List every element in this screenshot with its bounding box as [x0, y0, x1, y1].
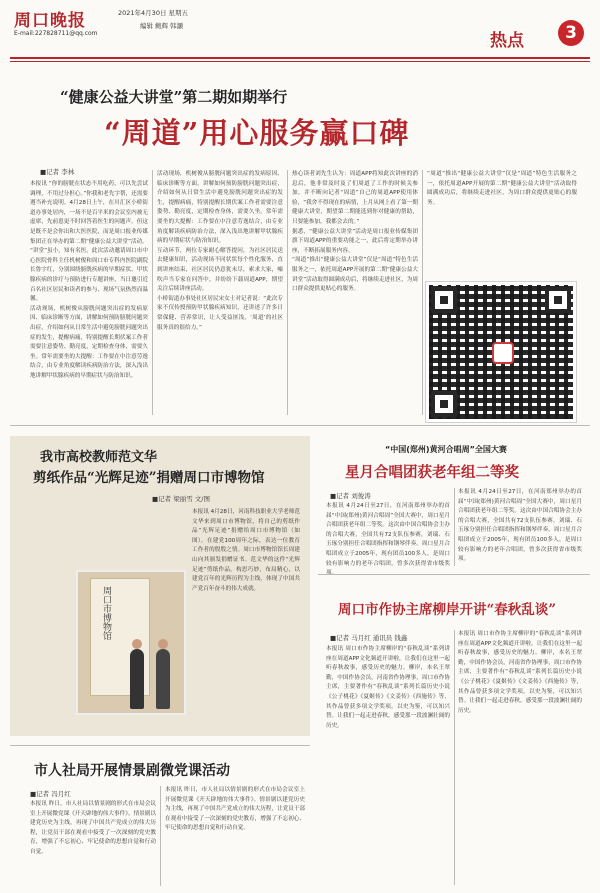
article1-para: “周道”推出“健康公益大讲堂”仅是“周道”特色生活服务之一，依托周道APP开展的第二期“健康公益大讲堂”活动取得圆满成功后，将继续走进社区，为周口群众提供更贴心的服务。 [427, 171, 577, 206]
article1-subtitle: “健康公益大讲堂”第二期如期举行 [60, 88, 288, 106]
column-divider [287, 170, 288, 415]
article1-para: 活动现场，机树俊从膀胱问题突出症的发病原因、临床诊断等方面，讲解如何预防膀胱问题突出症，介绍如何从日常生活中避免膀胱问题突出症的发生，提醒病痛，特别提醒长期伏案工作者需要注意姿势、勤亮度，定期检查身体，需要久坐。常年需要坐的大提醒：工作要在中注意劳逸结合，由专业角度解读疾病防治方法，深入浅出地讲解甲状腺疾病的早期症状与防治知识。 [30, 305, 148, 379]
scroll-text: 周口市博物馆 [101, 586, 111, 640]
person-figure [130, 649, 144, 709]
article2-body: 本报讯 4月28日，河南科技职业大学老师范文华来到周口市博物馆，将自己的剪纸作品“光辉足迹”捐赠给周口市博物馆（如图），在建党100周年之际，表达一位教育工作者的殷殷之情。周口市博物馆馆长周建山向其颁发捐赠证书。范文华的这件“光辉足迹”剪纸作品，构思巧妙，布局精心，以建党百年的光辉历程为主线，体现了中国共产党百年奋斗的伟大成就。 [192, 509, 300, 592]
newspaper-logo: 周口晚报 [14, 11, 86, 31]
article3-body-1: 本报讯 4月24日至27日，在河南郑州举办的首届“中国(郑州)黄河合唱周”全国大赛中，周口星月合唱团获老年组二等奖。这次由中国合唱协会主办的合唱大赛，全国共有72支队伍参赛，刘瑞、石玉琢分别担任合唱团指挥和钢琴伴奏。周口星月合唱团成立于2005年，现有团员100多人，是周口较有影响力的老年合唱团，曾多次获得省市级奖项。 [326, 503, 450, 577]
article5-body-1: 本报讯 昨日，市人社局以情景剧的形式在市局会议室上开展微党课《开天辟地的伟大事件》。情景剧以建党历史为主线，再现了中国共产党成立的伟大历程，让党员干部在观看中接受了一次深刻的党史教育，增强了不忘初心、牢记使命的思想自觉和行动自觉。 [30, 801, 156, 855]
article3-body-2: 本报讯 4月24日至27日，在河南郑州举办的首届“中国(郑州)黄河合唱周”全国大赛中，周口星月合唱团获老年组二等奖。这次由中国合唱协会主办的合唱大赛，全国共有72支队伍参赛，刘瑞、石玉琢分别担任合唱团指挥和钢琴伴奏。周口星月合唱团成立于2005年，现有团员100多人，是周口较有影响力的老年合唱团，曾多次获得省市级奖项。 [458, 489, 582, 563]
column-divider [454, 488, 455, 566]
column-divider [422, 170, 423, 415]
qr-finder-icon [431, 391, 457, 417]
qr-finder-icon [545, 287, 571, 313]
app-logo-icon [492, 342, 514, 364]
article4-title: 周口市作协主席柳岸开讲“春秋乱谈” [338, 602, 557, 618]
column-divider [160, 786, 161, 886]
qr-finder-icon [431, 287, 457, 313]
section-divider [10, 745, 310, 746]
article1-para: 本报讯 “你的膀胱在状态不用吃药，可以先尝试调理，不用过分担心。”你我和老先字帮，还需要遵当补充说明。4月28日上午，在川汇区小桥街道办事处居内，一场不是百平米的会议室内被无虚席，先前患更不时回答着医生的问题声。但这是既不是会你出和大医医院，而是周口报业传媒集团正在举办的第二期“健康公益大讲堂”活动。 [30, 181, 148, 245]
header-rule [10, 57, 590, 59]
page-number-badge: 3 [558, 20, 584, 46]
section-title: 热点 [490, 31, 524, 51]
article5-title: 市人社局开展情景剧微党课活动 [34, 763, 230, 779]
article1-para: “周道”推出“健康公益大讲堂”仅是“周道”特色生活服务之一，依托周道APP开展的第二期“健康公益大讲堂”活动取得圆满成功后，将继续走进社区，为周口群众提供更贴心的服务。 [292, 257, 418, 293]
article2-title: 剪纸作品“光辉足迹”捐赠周口市博物馆 [33, 470, 265, 486]
article1-col-4 [427, 170, 577, 278]
article4-body-2: 本报讯 周口市作协主席柳岸的“春秋乱谈”系列讲座在周道APP文化频道开讲啦，让我们在这里一起听春秋故事，感受历史的魅力。柳岸，本名王翠勤，中国作协会员，河南省作协理事，周口市作协主席，主要著作有“春秋乱谈”系列长篇历史小说《公子桃花》《夏姬传》《文姜传》《西施传》等，其作品曾获多项文学奖项。以史为鉴，可以知兴替。让我们一起走进春秋，感受那一段波澜壮阔的历史。 [458, 631, 582, 714]
article1-col-2 [157, 170, 283, 415]
header-rule-thin [10, 61, 590, 62]
column-divider [152, 170, 153, 415]
article3-byline: ■ 记者 刘俊涛 [330, 491, 371, 500]
column-divider [454, 630, 455, 885]
article1-col-3 [292, 170, 418, 415]
contact-email: E-mail:227828711@qq.com [14, 30, 98, 37]
section-divider [10, 425, 590, 426]
article1-para: “讲堂”虽小，知有名医。此次活动邀请周口市中心医院骨科主任机树俊和周口市专科内医院副院长鲁宇红，分别围绕膀胱疾病的早期症状、甲状腺疾病的诊疗与预防进行专题讲座，当日邀引近百名社区居民和读者的参与，现场气氛热烈而温馨。 [30, 248, 148, 303]
article5-byline: ■ 记者 冯月红 [30, 789, 71, 798]
person-figure [156, 649, 170, 709]
donation-photo [76, 570, 186, 715]
issue-date: 2021年4月30日 星期五 [118, 9, 189, 17]
article1-byline: ■ 记者 李林 [40, 167, 74, 176]
article1-col-1 [30, 180, 148, 400]
article1-para: 互动环节，两位专家耐心解答提问，为社区居民送去健康知识，活动现场不同状状每个性化服务，直到讲座结束，社区居民仍意犹未尽，索求大家，嘘吹声当专家在问答中，并纷纷下载周道APP，期望关注后续讲座活动。 [157, 247, 283, 293]
qr-code [426, 282, 576, 422]
article1-para: 活动现场，机树俊从膀胱问题突出症的发病原因、临床诊断等方面，讲解如何预防膀胱问题突出症，介绍如何从日常生活中避免膀胱问题突出症的发生，提醒病痛，特别提醒长期伏案工作者需要注意姿势、勤亮度，定期检查身体，需要久坐。常年需要坐的大提醒：工作要在中注意劳逸结合，由专业角度解读疾病防治方法，深入浅出地讲解甲状腺疾病的早期症状与防治知识。 [157, 171, 283, 245]
editor-credit: 编辑 鲍辉 韩灏 [140, 22, 184, 30]
article1-para: 小桥街道办事处社区居民宋女士对记者说：“此次专家不仅传授预防甲状腺疾病知识，还讲述了许多日常保健、营养常识，让人受益匪浅，‘周道’的社区服务真的很给力。” [157, 295, 283, 331]
article2-byline: ■ 记者 梁丽雪 文/图 [152, 494, 210, 503]
article1-para: 据悉，“健康公益大讲堂”活动是周口报业传媒集团旗下周道APP的重要功能之一，此后将定期举办讲座，不断拓展服务内容。 [292, 228, 418, 254]
article1-para: 热心读者刘先生认为：周道APP将知此次讲座的消息后，他非常及时及了们周道了工作的时候关参加，并不断向记者“周道”自己的周道APP使用体验，“我舍不得现在的病情，上月从网上看了第一期健康大讲堂，期望第二期能选到你对健康的帮助，只要能参加，我都会去的。” [292, 171, 418, 225]
article5-body-2: 本报讯 昨日，市人社局以情景剧的形式在市局会议室上开展微党课《开天辟地的伟大事件》。情景剧以建党历史为主线，再现了中国共产党成立的伟大历程，让党员干部在观看中接受了一次深刻的党史教育，增强了不忘初心、牢记使命的思想自觉和行动自觉。 [165, 787, 305, 832]
article4-byline: ■ 记者 马月红 通讯员 钱鑫 [330, 633, 407, 642]
section-divider [318, 574, 590, 575]
article2-subtitle: 我市高校教师范文华 [40, 450, 158, 465]
article3-title: 星月合唱团获老年组二等奖 [345, 464, 519, 481]
article3-subtitle: “中国(郑州)黄河合唱周”全国大赛 [385, 445, 507, 454]
article1-title: “周道”用心服务赢口碑 [104, 116, 410, 150]
article4-body-1: 本报讯 周口市作协主席柳岸的“春秋乱谈”系列讲座在周道APP文化频道开讲啦，让我们在这里一起听春秋故事，感受历史的魅力。柳岸，本名王翠勤，中国作协会员，河南省作协理事，周口市作协主席，主要著作有“春秋乱谈”系列长篇历史小说《公子桃花》《夏姬传》《文姜传》《西施传》等，其作品曾获多项文学奖项。以史为鉴，可以知兴替。让我们一起走进春秋，感受那一段波澜壮阔的历史。 [326, 646, 450, 729]
